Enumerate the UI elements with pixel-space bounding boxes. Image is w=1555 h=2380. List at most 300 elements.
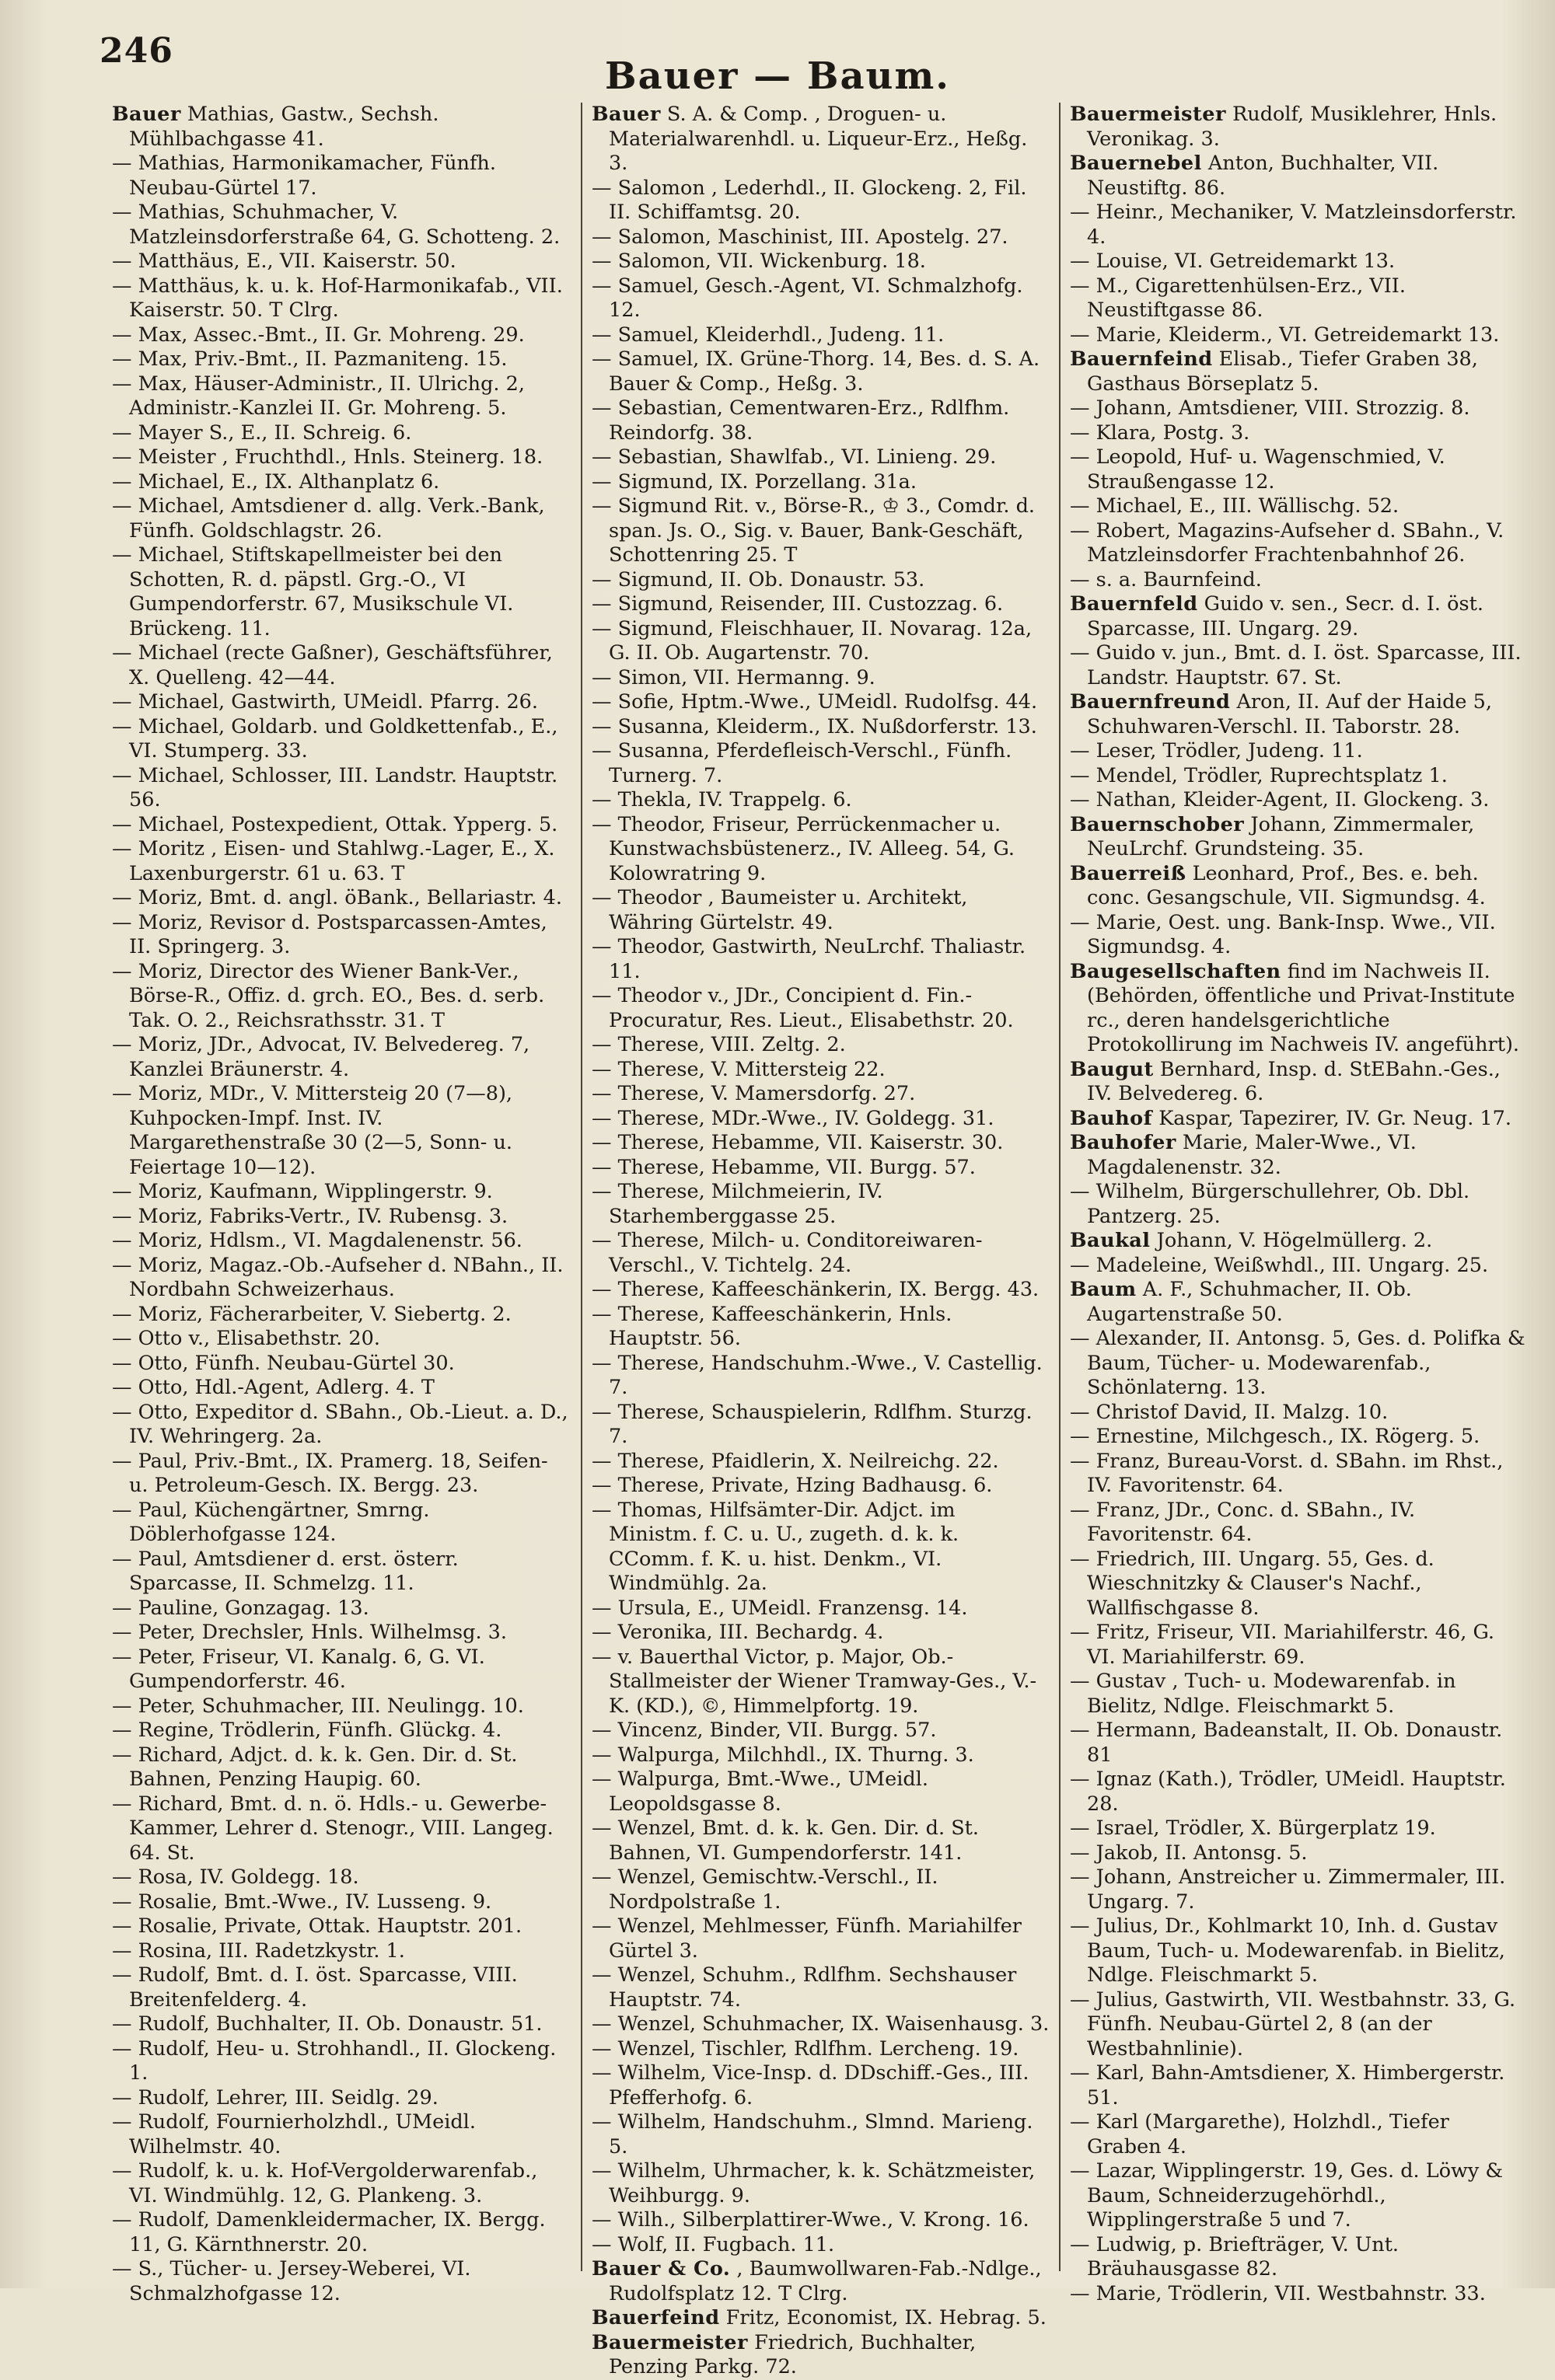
directory-entry xyxy=(1070,1450,1528,1499)
column-right xyxy=(1059,103,1537,2305)
directory-entry xyxy=(112,1621,571,1645)
directory-entry xyxy=(592,250,1050,274)
directory-entry xyxy=(112,1865,571,1890)
entry-text: , Baumwollwaren-Fab.-Ndlge., Rudolfsplatz 12. T Clrg. xyxy=(609,2257,1042,2305)
directory-entry xyxy=(1070,445,1528,494)
entry-text: — Samuel, Gesch.-Agent, VI. Schmalzhofg. 12. xyxy=(592,274,1023,322)
directory-entry xyxy=(592,1180,1050,1229)
directory-entry xyxy=(112,886,571,911)
directory-entry xyxy=(112,2257,571,2306)
directory-entry xyxy=(592,1107,1050,1132)
entry-text: — Robert, Magazins-Aufseher d. SBahn., V. Matzleinsdorfer Frachtenbahnhof 26. xyxy=(1070,518,1504,567)
entry-text: — Alexander, II. Antonsg. 5, Ges. d. Polifka & Baum, Tücher- u. Modewarenfab., Schönlaterng. 13. xyxy=(1070,1327,1525,1399)
directory-entry xyxy=(1070,1327,1528,1401)
entry-text: — Otto, Hdl.-Agent, Adlerg. 4. T xyxy=(112,1376,435,1399)
entry-text: Leonhard, Prof., Bes. e. beh. conc. Gesangschule, VII. Sigmundsg. 4. xyxy=(1087,861,1486,909)
entry-text: — Hermann, Badeanstalt, II. Ob. Donaustr. 81 xyxy=(1070,1719,1503,1767)
directory-entry xyxy=(1070,862,1528,911)
directory-entry xyxy=(1070,1670,1528,1719)
directory-entry xyxy=(592,935,1050,984)
entry-text: — Moriz, Fächerarbeiter, V. Siebertg. 2. xyxy=(112,1302,512,1326)
entry-text: — Leser, Trödler, Judeng. 11. xyxy=(1070,739,1363,763)
directory-entry xyxy=(1070,323,1528,348)
directory-entry xyxy=(1070,421,1528,446)
directory-entry xyxy=(592,1474,1050,1499)
entry-text: — Otto v., Elisabethstr. 20. xyxy=(112,1327,380,1350)
entry-text: — Michael, Schlosser, III. Landstr. Hauptstr. 56. xyxy=(112,763,558,811)
directory-entry xyxy=(1070,1107,1528,1132)
entry-text: — Meister , Fruchthdl., Hnls. Steinerg. 18. xyxy=(112,445,543,469)
directory-entry xyxy=(112,250,571,274)
entry-text: — Sigmund, Reisender, III. Custozzag. 6. xyxy=(592,592,1004,616)
directory-entry xyxy=(112,2159,571,2208)
directory-entry xyxy=(112,641,571,690)
entry-text: — Therese, Schauspielerin, Rdlfhm. Sturzg. 7. xyxy=(592,1400,1033,1448)
directory-entry xyxy=(592,568,1050,593)
entry-text: — Wilhelm, Handschuhm., Slmnd. Marieng. 5. xyxy=(592,2110,1033,2158)
directory-entry xyxy=(112,2037,571,2086)
entry-text: — Wenzel, Tischler, Rdlfhm. Lercheng. 19. xyxy=(592,2036,1019,2061)
entry-text: — Rudolf, Lehrer, III. Seidlg. 29. xyxy=(112,2085,439,2110)
entry-text: — Madeleine, Weißwhdl., III. Ungarg. 25. xyxy=(1070,1253,1489,1277)
entry-text: — Max, Häuser-Administr., II. Ulrichg. 2, Administr.-Kanzlei II. Gr. Mohreng. 5. xyxy=(112,372,525,420)
directory-entry xyxy=(592,396,1050,445)
entry-text: — Therese, Hebamme, VII. Kaiserstr. 30. xyxy=(592,1131,1004,1154)
directory-entry xyxy=(112,1719,571,1743)
directory-entry xyxy=(592,470,1050,495)
directory-entry xyxy=(112,1792,571,1866)
entry-text: — Wenzel, Schuhmacher, IX. Waisenhausg. 3. xyxy=(592,2012,1050,2036)
entry-text: — Moriz, Revisor d. Postsparcassen-Amtes, II. Springerg. 3. xyxy=(112,910,547,958)
directory-entry xyxy=(112,960,571,1034)
directory-entry xyxy=(592,2257,1050,2306)
entry-surname: Bauer xyxy=(112,103,181,126)
directory-entry xyxy=(112,421,571,446)
directory-entry xyxy=(112,1694,571,1719)
directory-entry xyxy=(112,372,571,421)
entry-surname: Bauer & Co. xyxy=(592,2257,731,2281)
directory-entry xyxy=(112,1743,571,1792)
directory-entry xyxy=(112,2086,571,2111)
entry-text: — Leopold, Huf- u. Wagenschmied, V. Straußengasse 12. xyxy=(1070,445,1445,494)
entry-text: — Sebastian, Cementwaren-Erz., Rdlfhm. Reindorfg. 38. xyxy=(592,396,1010,445)
entry-text: — Michael, Amtsdiener d. allg. Verk.-Bank, Fünfh. Goldschlagstr. 26. xyxy=(112,494,545,543)
entry-text: — Mathias, Schuhmacher, V. Matzleinsdorferstraße 64, G. Schotteng. 2. xyxy=(112,201,561,249)
entry-surname: Bauernfreund xyxy=(1070,690,1231,714)
directory-entry xyxy=(112,690,571,715)
entry-text: — Walpurga, Bmt.-Wwe., UMeidl. Leopoldsgasse 8. xyxy=(592,1768,929,1816)
directory-entry xyxy=(592,1303,1050,1352)
entry-text: — Rudolf, Damenkleidermacher, IX. Bergg. 11, G. Kärnthnerstr. 20. xyxy=(112,2208,546,2256)
entry-text: — Thekla, IV. Trappelg. 6. xyxy=(592,788,852,811)
entry-text: — Michael, Stiftskapellmeister bei den Schotten, R. d. päpstl. Grg.-O., VI Gumpendorferstr. 67, Musikschule VI. Brückeng. 11. xyxy=(112,543,514,640)
directory-entry xyxy=(112,543,571,641)
directory-entry xyxy=(112,764,571,813)
directory-entry xyxy=(592,1743,1050,1768)
entry-text: — Peter, Friseur, VI. Kanalg. 6, G. VI. Gumpendorferstr. 46. xyxy=(112,1645,485,1693)
entry-text: — Friedrich, III. Ungarg. 55, Ges. d. Wieschnitzky & Clauser's Nachf., Wallfischgasse 8. xyxy=(1070,1547,1434,1620)
directory-entry xyxy=(112,1180,571,1205)
directory-entry xyxy=(1070,1131,1528,1180)
directory-entry xyxy=(112,1645,571,1694)
directory-entry xyxy=(112,445,571,470)
entry-text: — Wilh., Silberplattirer-Wwe., V. Krong. 16. xyxy=(592,2208,1029,2232)
entry-text: Marie, Maler-Wwe., VI. Magdalenenstr. 32. xyxy=(1087,1131,1417,1179)
entry-text: — Therese, MDr.-Wwe., IV. Goldegg. 31. xyxy=(592,1106,994,1130)
entry-text: — Klara, Postg. 3. xyxy=(1070,421,1250,445)
directory-entry xyxy=(592,2061,1050,2110)
directory-entry xyxy=(1070,519,1528,568)
entry-text: — Otto, Expeditor d. SBahn., Ob.-Lieut. a. D., IV. Wehringerg. 2a. xyxy=(112,1400,568,1448)
entry-text: — Ernestine, Milchgesch., IX. Rögerg. 5. xyxy=(1070,1425,1480,1448)
entry-text: — Paul, Priv.-Bmt., IX. Pramerg. 18, Seifen- u. Petroleum-Gesch. IX. Bergg. 23. xyxy=(112,1449,548,1497)
entry-text: — Sigmund, II. Ob. Donaustr. 53. xyxy=(592,567,925,592)
directory-entry xyxy=(1070,1254,1528,1279)
entry-text: Anton, Buchhalter, VII. Neustiftg. 86. xyxy=(1087,152,1439,200)
entry-text: — Julius, Dr., Kohlmarkt 10, Inh. d. Gustav Baum, Tuch- u. Modewarenfab. in Bielitz, Ndlge. Fleischmarkt 5. xyxy=(1070,1914,1505,1987)
directory-entry xyxy=(592,1597,1050,1621)
entry-text: — Therese, Kaffeeschänkerin, Hnls. Hauptstr. 56. xyxy=(592,1302,952,1350)
entry-text: — Rudolf, Buchhalter, II. Ob. Donaustr. 51. xyxy=(112,2012,543,2036)
directory-entry xyxy=(592,592,1050,617)
directory-entry xyxy=(1070,2110,1528,2159)
entry-text: Friedrich, Buchhalter, Penzing Parkg. 72. xyxy=(609,2330,977,2378)
entry-text: — s. a. Baurnfeind. xyxy=(1070,567,1262,592)
directory-entry xyxy=(112,1401,571,1450)
directory-entry xyxy=(1070,2282,1528,2307)
entry-text: — Peter, Drechsler, Hnls. Wilhelmsg. 3. xyxy=(112,1621,507,1644)
entry-surname: Bauerfeind xyxy=(592,2306,720,2329)
entry-text: — Samuel, Kleiderhdl., Judeng. 11. xyxy=(592,323,945,347)
directory-entry xyxy=(1070,2233,1528,2282)
entry-text: — Richard, Bmt. d. n. ö. Hdls.- u. Gewerbe-Kammer, Lehrer d. Stenogr., VIII. Langeg. 64. St. xyxy=(112,1792,554,1865)
entry-surname: Bauer xyxy=(592,103,661,126)
directory-entry xyxy=(1070,1278,1528,1327)
directory-entry xyxy=(592,103,1050,176)
entry-text: — Michael (recte Gaßner), Geschäftsführer, X. Quelleng. 42—44. xyxy=(112,641,553,689)
entry-text: Guido v. sen., Secr. d. I. öst. Sparcasse, III. Ungarg. 29. xyxy=(1087,592,1483,640)
directory-entry xyxy=(1070,2061,1528,2110)
entry-text: — Ignaz (Kath.), Trödler, UMeidl. Hauptstr. 28. xyxy=(1070,1768,1506,1816)
directory-entry xyxy=(1070,201,1528,250)
directory-entry xyxy=(592,1156,1050,1181)
entry-text: — Salomon, Maschinist, III. Apostelg. 27. xyxy=(592,225,1008,249)
entry-surname: Bauermeister xyxy=(592,2330,748,2354)
entry-text: — Vincenz, Binder, VII. Burgg. 57. xyxy=(592,1719,937,1742)
directory-entry xyxy=(592,323,1050,348)
entry-text: — Regine, Trödlerin, Fünfh. Glückg. 4. xyxy=(112,1719,502,1742)
directory-entry xyxy=(1070,641,1528,690)
entry-text: — Rosalie, Private, Ottak. Hauptstr. 201. xyxy=(112,1914,522,1938)
entry-text: — Rudolf, Heu- u. Strohhandl., II. Glockeng. 1. xyxy=(112,2036,557,2085)
entry-text: — Matthäus, E., VII. Kaiserstr. 50. xyxy=(112,250,456,273)
entry-text: — Moriz, MDr., V. Mittersteig 20 (7—8), Kuhpocken-Impf. Inst. IV. Margarethenstraße 30 (2—5, Sonn- u. Feiertage 10—12). xyxy=(112,1082,513,1179)
directory-entry xyxy=(592,2110,1050,2159)
entry-text: — Rudolf, Bmt. d. I. öst. Sparcasse, VIII. Breitenfelderg. 4. xyxy=(112,1963,518,2012)
entry-text: — Fritz, Friseur, VII. Mariahilferstr. 46, G. VI. Mariahilferstr. 69. xyxy=(1070,1621,1495,1669)
directory-entry xyxy=(592,347,1050,396)
directory-entry xyxy=(1070,1229,1528,1254)
entry-text: — Marie, Trödlerin, VII. Westbahnstr. 33. xyxy=(1070,2281,1486,2305)
column-middle xyxy=(581,103,1059,2378)
entry-text: — Simon, VII. Hermanng. 9. xyxy=(592,665,875,689)
entry-text: — Ludwig, p. Briefträger, V. Unt. Bräuhausgasse 82. xyxy=(1070,2232,1400,2281)
entry-text: — Moriz, Bmt. d. angl. öBank., Bellariastr. 4. xyxy=(112,886,562,909)
directory-entry xyxy=(592,1033,1050,1058)
directory-entry xyxy=(1070,103,1528,152)
directory-entry xyxy=(592,2037,1050,2062)
entry-text: — Christof David, II. Malzg. 10. xyxy=(1070,1400,1389,1424)
entry-surname: Bauernebel xyxy=(1070,152,1202,175)
entry-text: Elisab., Tiefer Graben 38, Gasthaus Börseplatz 5. xyxy=(1087,347,1478,396)
entry-text: — Moriz, Hdlsm., VI. Magdalenenstr. 56. xyxy=(112,1229,522,1252)
directory-entry xyxy=(592,494,1050,568)
directory-entry xyxy=(592,1499,1050,1597)
entry-text: — Heinr., Mechaniker, V. Matzleinsdorferstr. 4. xyxy=(1070,201,1517,249)
directory-entry xyxy=(592,274,1050,323)
directory-entry xyxy=(1070,568,1528,593)
directory-entry xyxy=(1070,739,1528,764)
entry-surname: Baugesellschaften xyxy=(1070,959,1281,983)
entry-text: Johann, V. Högelmüllerg. 2. xyxy=(1150,1229,1433,1252)
entry-surname: Bauerreiß xyxy=(1070,861,1186,885)
entry-text: — M., Cigarettenhülsen-Erz., VII. Neustiftgasse 86. xyxy=(1070,274,1406,322)
entry-text: — Salomon , Lederhdl., II. Glockeng. 2, Fil. II. Schiffamtsg. 20. xyxy=(592,176,1027,224)
directory-entry xyxy=(112,1254,571,1303)
directory-entry xyxy=(112,103,571,152)
directory-entry xyxy=(1070,347,1528,396)
directory-entry xyxy=(1070,1621,1528,1670)
entry-text: — Theodor , Baumeister u. Architekt, Währing Gürtelstr. 49. xyxy=(592,886,968,934)
directory-entry xyxy=(1070,1841,1528,1866)
directory-entry xyxy=(592,886,1050,935)
entry-text: — Therese, Kaffeeschänkerin, IX. Bergg. 43. xyxy=(592,1278,1040,1301)
entry-text: — Veronika, III. Bechardg. 4. xyxy=(592,1621,884,1644)
entry-text: — Marie, Kleiderm., VI. Getreidemarkt 13. xyxy=(1070,323,1500,347)
entry-text: — Rudolf, Fournierholzhdl., UMeidl. Wilhelmstr. 40. xyxy=(112,2110,476,2158)
directory-entry xyxy=(592,666,1050,691)
directory-entry xyxy=(112,715,571,764)
entry-text: — Therese, V. Mamersdorfg. 27. xyxy=(592,1082,916,1105)
directory-entry xyxy=(112,494,571,543)
entry-text: — Johann, Amtsdiener, VIII. Strozzig. 8. xyxy=(1070,396,1470,420)
entry-text: Mathias, Gastw., Sechsh. Mühlbachgasse 41. xyxy=(129,103,439,151)
directory-entry xyxy=(1070,1548,1528,1621)
directory-entry xyxy=(112,152,571,201)
entry-text: — Matthäus, k. u. k. Hof-Harmonikafab., VII. Kaiserstr. 50. T Clrg. xyxy=(112,274,563,322)
directory-entry xyxy=(112,837,571,886)
entry-text: — Ursula, E., UMeidl. Franzensg. 14. xyxy=(592,1596,968,1620)
directory-entry xyxy=(1070,1816,1528,1841)
directory-entry xyxy=(1070,1914,1528,1988)
entry-text: — Moriz, Fabriks-Vertr., IV. Rubensg. 3. xyxy=(112,1204,508,1228)
directory-entry xyxy=(592,1768,1050,1816)
entry-text: — Israel, Trödler, X. Bürgerplatz 19. xyxy=(1070,1816,1436,1840)
entry-text: — Rosa, IV. Goldegg. 18. xyxy=(112,1865,359,1889)
entry-text: — Michael, E., IX. Althanplatz 6. xyxy=(112,469,440,494)
entry-text: — Moriz, Director des Wiener Bank-Ver., Börse-R., Offiz. d. grch. EO., Bes. d. serb. Tak. O. 2., Reichsrathsstr. 31. T xyxy=(112,959,545,1032)
entry-text: — Michael, E., III. Wällischg. 52. xyxy=(1070,494,1400,518)
entry-text: — Theodor v., JDr., Concipient d. Fin.-Procuratur, Res. Lieut., Elisabethstr. 20. xyxy=(592,984,1014,1032)
directory-entry xyxy=(592,1082,1050,1107)
directory-entry xyxy=(592,2306,1050,2331)
entry-text: — Sigmund, IX. Porzellang. 31a. xyxy=(592,469,917,494)
directory-entry xyxy=(592,1621,1050,1645)
entry-text: Aron, II. Auf der Haide 5, Schuhwaren-Verschl. II. Taborstr. 28. xyxy=(1087,690,1492,738)
entry-text: — Louise, VI. Getreidemarkt 13. xyxy=(1070,250,1396,273)
entry-text: — Michael, Gastwirth, UMeidl. Pfarrg. 26. xyxy=(112,690,539,714)
entry-text: — Sofie, Hptm.-Wwe., UMeidl. Rudolfsg. 44. xyxy=(592,690,1038,714)
directory-entry xyxy=(592,2233,1050,2258)
entry-text: — Franz, JDr., Conc. d. SBahn., IV. Favoritenstr. 64. xyxy=(1070,1498,1416,1546)
entry-text: — Susanna, Kleiderm., IX. Nußdorferstr. 13. xyxy=(592,714,1037,738)
directory-entry xyxy=(112,1499,571,1548)
directory-entry xyxy=(112,1303,571,1328)
columns-container xyxy=(103,103,1537,2378)
directory-entry xyxy=(112,1890,571,1915)
directory-entry xyxy=(592,690,1050,715)
directory-entry xyxy=(112,2208,571,2257)
entry-text: Johann, Zimmermaler, NeuLrchf. Grundsteing. 35. xyxy=(1087,812,1475,860)
directory-entry xyxy=(112,1597,571,1621)
directory-entry xyxy=(592,1865,1050,1914)
entry-text: — S., Tücher- u. Jersey-Weberei, VI. Schmalzhofgasse 12. xyxy=(112,2257,471,2305)
directory-entry xyxy=(112,1082,571,1180)
directory-entry xyxy=(112,2012,571,2037)
directory-entry xyxy=(1070,152,1528,201)
entry-text: — Wolf, II. Fugbach. 11. xyxy=(592,2232,835,2256)
directory-entry xyxy=(112,1352,571,1377)
entry-text: — Susanna, Pferdefleisch-Verschl., Fünfh. Turnerg. 7. xyxy=(592,739,1012,787)
entry-text: — Karl (Margarethe), Holzhdl., Tiefer Graben 4. xyxy=(1070,2110,1449,2158)
entry-text: — Michael, Postexpedient, Ottak. Ypperg. 5. xyxy=(112,812,558,836)
directory-entry xyxy=(592,2331,1050,2380)
directory-entry xyxy=(112,2110,571,2159)
directory-entry xyxy=(112,813,571,838)
directory-entry xyxy=(1070,1180,1528,1229)
entry-text: — Therese, Milchmeierin, IV. Starhemberggasse 25. xyxy=(592,1180,883,1228)
directory-entry xyxy=(112,470,571,495)
directory-entry xyxy=(1070,1058,1528,1107)
entry-text: — Julius, Gastwirth, VII. Westbahnstr. 33, G. Fünfh. Neubau-Gürtel 2, 8 (an der Westbahnlinie). xyxy=(1070,1987,1516,2061)
entry-text: — Walpurga, Milchhdl., IX. Thurng. 3. xyxy=(592,1743,974,1767)
directory-entry xyxy=(592,1645,1050,1719)
entry-text: — Mathias, Harmonikamacher, Fünfh. Neubau-Gürtel 17. xyxy=(112,152,496,200)
entry-text: — Rosina, III. Radetzkystr. 1. xyxy=(112,1939,405,1963)
directory-entry xyxy=(112,347,571,372)
entry-text: — Thomas, Hilfsämter-Dir. Adjct. im Ministm. f. C. u. U., zugeth. d. k. k. CComm. f. K. u. hist. Denkm., VI. Windmühlg. 2a. xyxy=(592,1498,959,1595)
entry-text: — Mendel, Trödler, Ruprechtsplatz 1. xyxy=(1070,763,1448,787)
entry-text: — Rudolf, k. u. k. Hof-Vergolderwarenfab., VI. Windmühlg. 12, G. Plankeng. 3. xyxy=(112,2159,538,2207)
entry-text: — Paul, Amtsdiener d. erst. österr. Sparcasse, II. Schmelzg. 11. xyxy=(112,1547,459,1595)
directory-entry xyxy=(592,1131,1050,1156)
entry-text: — Lazar, Wipplingerstr. 19, Ges. d. Löwy & Baum, Schneiderzugehörhdl., Wipplingerstraße 5 und 7. xyxy=(1070,2159,1504,2232)
entry-text: — Nathan, Kleider-Agent, II. Glockeng. 3. xyxy=(1070,788,1490,811)
entry-text: — Salomon, VII. Wickenburg. 18. xyxy=(592,250,926,273)
directory-entry xyxy=(1070,764,1528,789)
directory-entry xyxy=(112,911,571,960)
directory-entry xyxy=(592,2208,1050,2233)
entry-text: — Theodor, Friseur, Perrückenmacher u. Kunstwachsbüstenerz., IV. Alleeg. 54, G. Kolowratring 9. xyxy=(592,812,1015,885)
directory-entry xyxy=(1070,1865,1528,1914)
directory-entry xyxy=(112,1914,571,1939)
directory-entry xyxy=(592,225,1050,250)
directory-entry xyxy=(592,788,1050,813)
directory-entry xyxy=(112,274,571,323)
directory-entry xyxy=(112,1450,571,1499)
directory-entry xyxy=(112,323,571,348)
entry-surname: Baukal xyxy=(1070,1229,1151,1252)
entry-text: A. F., Schuhmacher, II. Ob. Augartenstraße 50. xyxy=(1087,1278,1412,1326)
directory-entry xyxy=(592,1963,1050,2012)
entry-text: — Therese, Private, Hzing Badhausg. 6. xyxy=(592,1474,993,1497)
directory-entry xyxy=(592,1914,1050,1963)
directory-entry xyxy=(1070,813,1528,862)
entry-text: — Mayer S., E., II. Schreig. 6. xyxy=(112,421,412,445)
directory-entry xyxy=(112,1963,571,2012)
entry-text: — Wenzel, Gemischtw.-Verschl., II. Nordpolstraße 1. xyxy=(592,1865,938,1914)
directory-entry xyxy=(592,1401,1050,1450)
entry-text: — Wenzel, Bmt. d. k. k. Gen. Dir. d. St. Bahnen, VI. Gumpendorferstr. 141. xyxy=(592,1816,980,1865)
directory-entry xyxy=(1070,274,1528,323)
page-number: 246 xyxy=(100,31,173,71)
entry-text: — Therese, Handschuhm.-Wwe., V. Castellig. 7. xyxy=(592,1351,1043,1399)
directory-entry xyxy=(592,1229,1050,1278)
directory-entry xyxy=(592,1058,1050,1083)
directory-entry xyxy=(592,715,1050,740)
entry-surname: Bauermeister xyxy=(1070,103,1226,126)
entry-text: — Sigmund Rit. v., Börse-R., ♔ 3., Comdr. d. span. Js. O., Sig. v. Bauer, Bank-Geschäft, Schottenring 25. T xyxy=(592,494,1036,567)
entry-text: — Max, Assec.-Bmt., II. Gr. Mohreng. 29. xyxy=(112,323,525,347)
directory-entry xyxy=(1070,2159,1528,2233)
entry-text: — Therese, VIII. Zeltg. 2. xyxy=(592,1033,846,1056)
directory-entry xyxy=(592,813,1050,887)
entry-text: — Moriz, Magaz.-Ob.-Aufseher d. NBahn., II. Nordbahn Schweizerhaus. xyxy=(112,1253,564,1301)
entry-text: — Therese, V. Mittersteig 22. xyxy=(592,1057,886,1081)
entry-surname: Bauernschober xyxy=(1070,812,1245,836)
directory-entry xyxy=(592,617,1050,666)
entry-text: — Franz, Bureau-Vorst. d. SBahn. im Rhst., IV. Favoritenstr. 64. xyxy=(1070,1449,1504,1497)
entry-text: — Moritz , Eisen- und Stahlwg.-Lager, E., X. Laxenburgerstr. 61 u. 63. T xyxy=(112,837,555,885)
entry-text: — Paul, Küchengärtner, Smrng. Döblerhofgasse 124. xyxy=(112,1498,430,1546)
entry-text: — Gustav , Tuch- u. Modewarenfab. in Bielitz, Ndlge. Fleischmarkt 5. xyxy=(1070,1670,1456,1718)
directory-entry xyxy=(592,1719,1050,1743)
entry-text: — Wilhelm, Uhrmacher, k. k. Schätzmeister, Weihburgg. 9. xyxy=(592,2159,1036,2207)
entry-text: — Therese, Hebamme, VII. Burgg. 57. xyxy=(592,1155,976,1179)
entry-text: — Moriz, JDr., Advocat, IV. Belvedereg. 7, Kanzlei Bräunerstr. 4. xyxy=(112,1033,530,1081)
directory-entry xyxy=(1070,1401,1528,1426)
running-head: Bauer — Baum. xyxy=(605,54,950,98)
entry-surname: Bauhof xyxy=(1070,1106,1153,1130)
entry-text: Rudolf, Musiklehrer, Hnls. Veronikag. 3. xyxy=(1087,103,1497,151)
directory-entry xyxy=(1070,1499,1528,1548)
directory-entry xyxy=(112,1376,571,1401)
entry-text: — Jakob, II. Antonsg. 5. xyxy=(1070,1841,1308,1865)
entry-surname: Bauernfeind xyxy=(1070,347,1213,371)
directory-entry xyxy=(1070,396,1528,421)
entry-text: — Wenzel, Schuhm., Rdlfhm. Sechshauser Hauptstr. 74. xyxy=(592,1963,1017,2012)
entry-text: — Richard, Adjct. d. k. k. Gen. Dir. d. St. Bahnen, Penzing Haupig. 60. xyxy=(112,1743,518,1791)
entry-text: — Wenzel, Mehlmesser, Fünfh. Mariahilfer Gürtel 3. xyxy=(592,1914,1022,1963)
directory-entry xyxy=(112,1205,571,1230)
entry-text: Fritz, Economist, IX. Hebrag. 5. xyxy=(719,2306,1047,2329)
directory-entry xyxy=(592,2159,1050,2208)
directory-entry xyxy=(1070,592,1528,641)
entry-text: — Samuel, IX. Grüne-Thorg. 14, Bes. d. S. A. Bauer & Comp., Heßg. 3. xyxy=(592,347,1040,396)
entry-text: — Johann, Anstreicher u. Zimmermaler, III. Ungarg. 7. xyxy=(1070,1865,1506,1914)
entry-text: — Sigmund, Fleischhauer, II. Novarag. 12a, G. II. Ob. Augartenstr. 70. xyxy=(592,616,1033,665)
entry-text: — Karl, Bahn-Amtsdiener, X. Himbergerstr. 51. xyxy=(1070,2061,1505,2110)
